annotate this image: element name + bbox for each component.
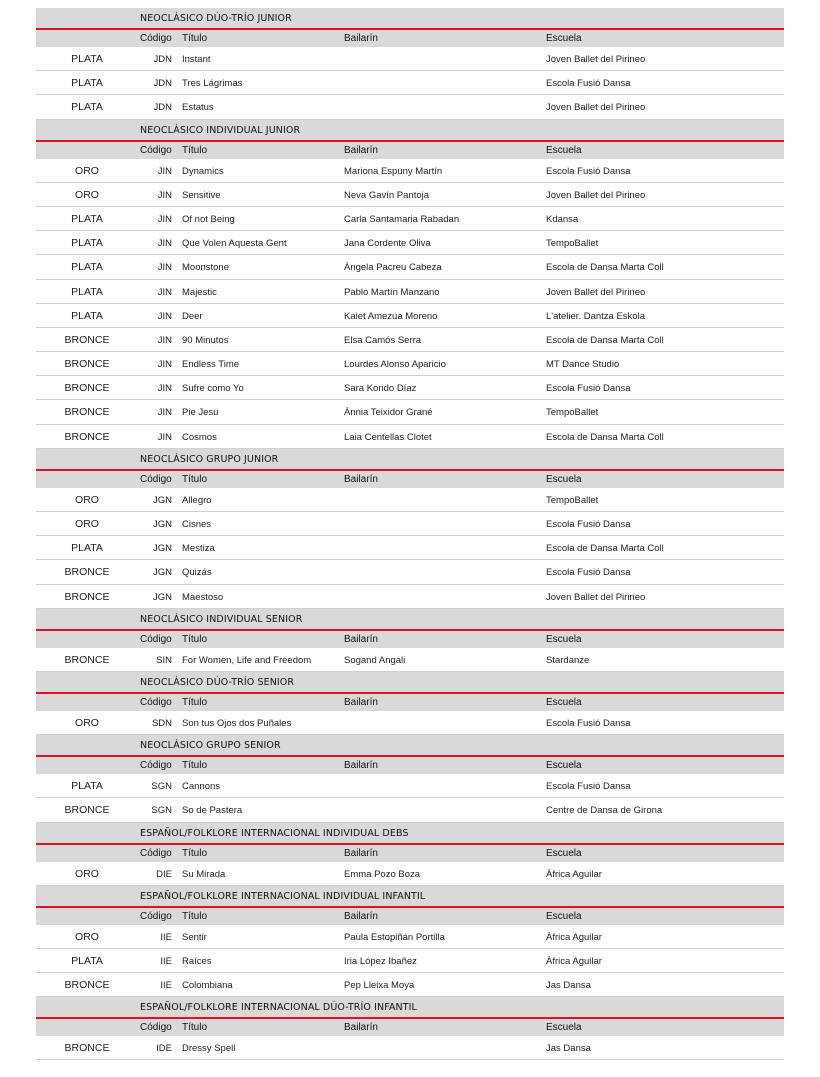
category-section — [36, 997, 784, 1060]
award-cell: BRONCE — [64, 430, 110, 443]
column-header-titulo: Título — [182, 696, 208, 708]
award-cell: PLATA — [71, 77, 103, 90]
award-cell: BRONCE — [64, 1042, 110, 1055]
column-header-codigo: Código — [140, 473, 172, 485]
title-cell: Quizás — [182, 567, 212, 579]
column-header-codigo: Código — [140, 910, 172, 922]
school-cell: Escola de Dansa Marta Coll — [546, 334, 664, 346]
column-header-bailarin: Bailarín — [344, 633, 378, 645]
code-cell: JGN — [153, 543, 172, 555]
category-header — [36, 823, 784, 845]
school-cell: Joven Ballet del Pirineo — [546, 286, 646, 298]
school-cell: Àfrica Aguilar — [546, 931, 602, 943]
school-cell: Escola Fusió Dansa — [546, 78, 631, 90]
title-cell: Allegro — [182, 494, 212, 506]
result-row — [36, 47, 784, 71]
category-header — [36, 449, 784, 471]
title-cell: Cannons — [182, 781, 221, 793]
award-cell: PLATA — [71, 780, 103, 793]
category-title: NEOCLÁSICO GRUPO JUNIOR — [140, 453, 279, 465]
result-row — [36, 207, 784, 231]
result-row — [36, 512, 784, 536]
title-cell: 90 Minutos — [182, 334, 229, 346]
school-cell: Jas Dansa — [546, 980, 591, 992]
category-title: ESPAÑOL/FOLKLORE INTERNACIONAL INDIVIDUAL DEBS — [140, 827, 409, 839]
result-row — [36, 862, 784, 886]
result-row — [36, 488, 784, 512]
category-title: NEOCLÁSICO INDIVIDUAL JUNIOR — [140, 124, 301, 136]
award-cell: PLATA — [71, 212, 103, 225]
code-cell: JDN — [153, 78, 172, 90]
award-cell: ORO — [75, 930, 99, 943]
column-header-titulo: Título — [182, 144, 208, 156]
column-header-titulo: Título — [182, 910, 208, 922]
dancer-cell: Jana Cordente Oliva — [344, 238, 431, 250]
dancer-cell: Pep Lleixa Moya — [344, 980, 415, 992]
column-header-row — [36, 757, 784, 774]
award-cell: PLATA — [71, 53, 103, 65]
code-cell: JIN — [157, 213, 172, 225]
school-cell: TempoBallet — [546, 238, 599, 250]
result-row — [36, 798, 784, 822]
column-header-codigo: Código — [140, 144, 172, 156]
column-header-titulo: Título — [182, 1022, 208, 1034]
school-cell: TempoBallet — [546, 407, 599, 419]
school-cell: Stardanze — [546, 654, 590, 666]
category-title: NEOCLÁSICO DÚO-TRÍO JUNIOR — [140, 13, 292, 24]
code-cell: SDN — [151, 717, 172, 729]
column-header-row — [36, 631, 784, 648]
code-cell: JIN — [157, 383, 172, 395]
title-cell: Pie Jesu — [182, 407, 219, 419]
code-cell: JIN — [157, 310, 172, 322]
column-header-escuela: Escuela — [546, 33, 582, 44]
code-cell: DIE — [156, 868, 172, 880]
title-cell: Tres Lágrimas — [182, 78, 243, 90]
title-cell: Endless Time — [182, 359, 240, 371]
award-cell: PLATA — [71, 542, 103, 555]
school-cell: Joven Ballet del Pirineo — [546, 102, 646, 114]
title-cell: Dressy Spell — [182, 1043, 236, 1055]
results-sheet — [36, 8, 784, 1060]
category-section — [36, 8, 784, 120]
award-cell: BRONCE — [64, 979, 110, 992]
award-cell: BRONCE — [64, 566, 110, 579]
column-header-titulo: Título — [182, 847, 208, 859]
code-cell: JDN — [153, 54, 172, 65]
category-header — [36, 609, 784, 631]
result-row — [36, 925, 784, 949]
result-row — [36, 304, 784, 328]
title-cell: Majestic — [182, 286, 217, 298]
result-row — [36, 1036, 784, 1060]
dancer-cell: Neva Gavín Pantoja — [344, 189, 430, 201]
category-header — [36, 672, 784, 694]
category-header — [36, 735, 784, 757]
result-row — [36, 648, 784, 672]
result-row — [36, 280, 784, 304]
code-cell: JIN — [157, 189, 172, 201]
school-cell: Escola Fusió Dansa — [546, 781, 631, 793]
column-header-bailarin: Bailarín — [344, 144, 378, 156]
school-cell: Centre de Dansa de Girona — [546, 805, 663, 817]
title-cell: Cosmos — [182, 431, 217, 443]
column-header-row — [36, 142, 784, 159]
dancer-cell: Iria López Ibañez — [344, 955, 417, 967]
award-cell: PLATA — [71, 237, 103, 250]
category-title: NEOCLÁSICO DÚO-TRÍO SENIOR — [140, 676, 295, 688]
result-row — [36, 159, 784, 183]
column-header-titulo: Título — [182, 760, 208, 772]
title-cell: Colombiana — [182, 980, 233, 992]
result-row — [36, 328, 784, 352]
category-title: NEOCLÁSICO GRUPO SENIOR — [140, 740, 281, 752]
result-row — [36, 774, 784, 798]
category-header — [36, 8, 784, 30]
dancer-cell: Laia Centellas Clotet — [344, 431, 432, 443]
title-cell: Of not Being — [182, 213, 235, 225]
title-cell: Mestiza — [182, 543, 215, 555]
school-cell: Joven Ballet del Pirineo — [546, 54, 646, 65]
title-cell: Sentir — [182, 931, 207, 943]
school-cell: L'atelier. Dantza Eskola — [546, 310, 645, 322]
school-cell: Joven Ballet del Pirineo — [546, 591, 646, 603]
category-section — [36, 886, 784, 998]
award-cell: PLATA — [71, 309, 103, 322]
column-header-bailarin: Bailarín — [344, 847, 378, 859]
result-row — [36, 400, 784, 424]
column-header-titulo: Título — [182, 33, 208, 44]
column-header-row — [36, 694, 784, 711]
school-cell: Escola de Dansa Marta Coll — [546, 431, 664, 443]
award-cell: PLATA — [71, 261, 103, 274]
category-section — [36, 735, 784, 822]
column-header-row — [36, 908, 784, 925]
code-cell: JGN — [153, 494, 172, 506]
dancer-cell: Lourdes Alonso Aparicio — [344, 359, 446, 371]
title-cell: Instant — [182, 54, 211, 65]
result-row — [36, 71, 784, 95]
school-cell: TempoBallet — [546, 494, 599, 506]
award-cell: ORO — [75, 188, 99, 201]
title-cell: Que Volen Aquesta Gent — [182, 238, 287, 250]
column-header-escuela: Escuela — [546, 847, 582, 859]
result-row — [36, 183, 784, 207]
school-cell: Àfrica Aguilar — [546, 955, 602, 967]
result-row — [36, 352, 784, 376]
dancer-cell: Kaiet Amezua Moreno — [344, 310, 438, 322]
result-row — [36, 376, 784, 400]
column-header-escuela: Escuela — [546, 696, 582, 708]
code-cell: JIN — [157, 431, 172, 443]
code-cell: JIN — [157, 334, 172, 346]
result-row — [36, 425, 784, 449]
column-header-bailarin: Bailarín — [344, 760, 378, 772]
title-cell: Son tus Ojos dos Puñales — [182, 717, 292, 729]
result-row — [36, 585, 784, 609]
school-cell: Escola de Dansa Marta Coll — [546, 262, 664, 274]
dancer-cell: Elsa Camós Serra — [344, 334, 422, 346]
school-cell: Escola Fusió Dansa — [546, 383, 631, 395]
column-header-codigo: Código — [140, 633, 172, 645]
title-cell: Moonstone — [182, 262, 230, 274]
column-header-row — [36, 845, 784, 862]
award-cell: BRONCE — [64, 590, 110, 603]
dancer-cell: Mariona Espuny Martín — [344, 165, 443, 177]
column-header-escuela: Escuela — [546, 910, 582, 922]
school-cell: Escola Fusió Dansa — [546, 519, 631, 530]
award-cell: ORO — [75, 164, 99, 177]
title-cell: Raíces — [182, 955, 212, 967]
category-section — [36, 823, 784, 886]
column-header-escuela: Escuela — [546, 473, 582, 485]
column-header-bailarin: Bailarín — [344, 910, 378, 922]
result-row — [36, 231, 784, 255]
column-header-bailarin: Bailarín — [344, 1022, 378, 1034]
column-header-escuela: Escuela — [546, 633, 582, 645]
title-cell: For Women, Life and Freedom — [182, 654, 312, 666]
code-cell: IDE — [156, 1043, 172, 1055]
column-header-codigo: Código — [140, 696, 172, 708]
column-header-row — [36, 1019, 784, 1036]
result-row — [36, 973, 784, 997]
code-cell: JIN — [157, 262, 172, 274]
category-section — [36, 672, 784, 735]
result-row — [36, 560, 784, 584]
column-header-row — [36, 471, 784, 488]
title-cell: So de Pastera — [182, 805, 243, 817]
dancer-cell: Ànnia Teixidor Grané — [344, 407, 433, 419]
column-header-bailarin: Bailarín — [344, 33, 378, 44]
column-header-titulo: Título — [182, 633, 208, 645]
dancer-cell: Àngela Pacreu Cabeza — [344, 262, 442, 274]
code-cell: JIN — [157, 238, 172, 250]
school-cell: Escola Fusió Dansa — [546, 567, 631, 579]
category-title: ESPAÑOL/FOLKLORE INTERNACIONAL INDIVIDUAL INFANTIL — [140, 890, 426, 902]
title-cell: Sufre como Yo — [182, 383, 244, 395]
school-cell: MT Dance Studio — [546, 359, 620, 371]
title-cell: Dynamics — [182, 165, 224, 177]
column-header-codigo: Código — [140, 847, 172, 859]
award-cell: PLATA — [71, 954, 103, 967]
result-row — [36, 536, 784, 560]
code-cell: JDN — [153, 102, 172, 114]
code-cell: SIN — [156, 654, 172, 666]
title-cell: Cisnes — [182, 519, 212, 530]
category-header — [36, 886, 784, 908]
award-cell: BRONCE — [64, 804, 110, 817]
code-cell: JGN — [153, 519, 172, 530]
code-cell: JIN — [157, 286, 172, 298]
award-cell: BRONCE — [64, 406, 110, 419]
category-title: NEOCLÁSICO INDIVIDUAL SENIOR — [140, 613, 303, 625]
category-section — [36, 609, 784, 672]
column-header-escuela: Escuela — [546, 1022, 582, 1034]
school-cell: Àfrica Aguilar — [546, 868, 602, 880]
code-cell: IIE — [160, 931, 172, 943]
school-cell: Kdansa — [546, 213, 579, 225]
code-cell: SGN — [151, 805, 172, 817]
column-header-escuela: Escuela — [546, 144, 582, 156]
code-cell: JIN — [157, 407, 172, 419]
dancer-cell: Paula Estopiñán Portilla — [344, 931, 445, 943]
award-cell: PLATA — [71, 101, 103, 114]
category-title: ESPAÑOL/FOLKLORE INTERNACIONAL DÚO-TRÍO INFANTIL — [140, 1002, 417, 1014]
school-cell: Jas Dansa — [546, 1043, 591, 1055]
title-cell: Deer — [182, 310, 203, 322]
column-header-escuela: Escuela — [546, 760, 582, 772]
column-header-titulo: Título — [182, 473, 208, 485]
code-cell: SGN — [151, 781, 172, 793]
award-cell: ORO — [75, 493, 99, 506]
title-cell: Estatus — [182, 102, 214, 114]
award-cell: ORO — [75, 518, 99, 530]
code-cell: JGN — [153, 567, 172, 579]
column-header-codigo: Código — [140, 1022, 172, 1034]
result-row — [36, 949, 784, 973]
column-header-bailarin: Bailarín — [344, 473, 378, 485]
category-header — [36, 997, 784, 1019]
award-cell: ORO — [75, 867, 99, 880]
award-cell: PLATA — [71, 285, 103, 298]
result-row — [36, 255, 784, 279]
school-cell: Escola Fusió Dansa — [546, 165, 631, 177]
result-row — [36, 95, 784, 119]
dancer-cell: Carla Santamaria Rabadan — [344, 213, 460, 225]
award-cell: ORO — [75, 716, 99, 729]
code-cell: JIN — [157, 359, 172, 371]
code-cell: IIE — [160, 980, 172, 992]
award-cell: BRONCE — [64, 653, 110, 666]
category-section — [36, 120, 784, 449]
dancer-cell: Pablo Martín Manzano — [344, 286, 440, 298]
title-cell: Maestoso — [182, 591, 224, 603]
code-cell: IIE — [160, 955, 172, 967]
title-cell: Su Mirada — [182, 868, 226, 880]
column-header-codigo: Código — [140, 760, 172, 772]
award-cell: BRONCE — [64, 382, 110, 395]
code-cell: JIN — [157, 165, 172, 177]
dancer-cell: Emma Pozo Boza — [344, 868, 421, 880]
title-cell: Sensitive — [182, 189, 221, 201]
award-cell: BRONCE — [64, 358, 110, 371]
dancer-cell: Sara Kondo Díaz — [344, 383, 417, 395]
school-cell: Escola de Dansa Marta Coll — [546, 543, 664, 555]
dancer-cell: Sogand Angali — [344, 654, 406, 666]
column-header-bailarin: Bailarín — [344, 696, 378, 708]
school-cell: Joven Ballet del Pirineo — [546, 189, 646, 201]
award-cell: BRONCE — [64, 333, 110, 346]
column-header-codigo: Código — [140, 33, 172, 44]
school-cell: Escola Fusió Dansa — [546, 717, 631, 729]
code-cell: JGN — [153, 591, 172, 603]
column-header-row — [36, 30, 784, 47]
category-header — [36, 120, 784, 142]
result-row — [36, 711, 784, 735]
category-section — [36, 449, 784, 609]
